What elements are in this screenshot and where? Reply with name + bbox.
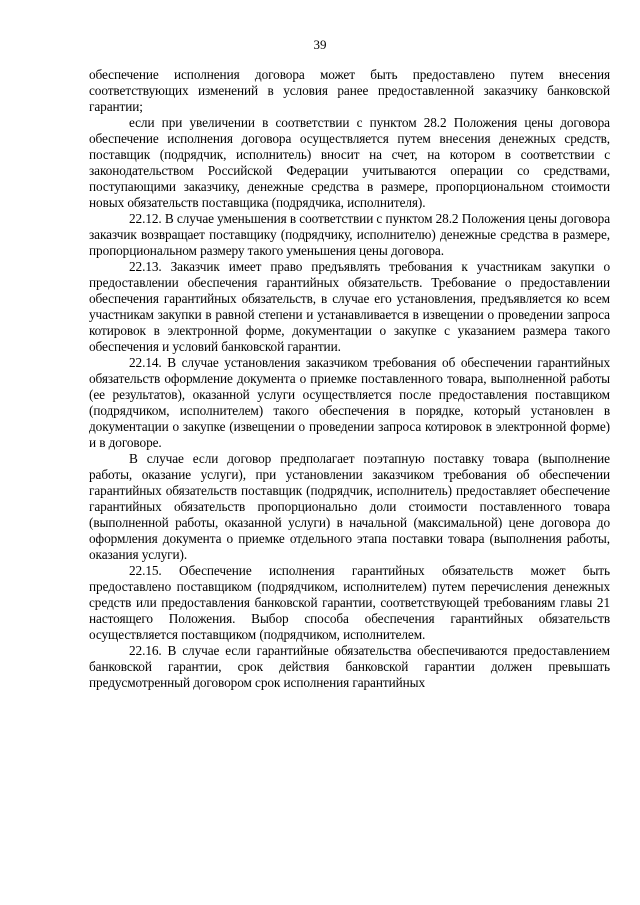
- paragraph: 22.12. В случае уменьшения в соответствии с пунктом 28.2 Положения цены договора заказчик возвращает поставщику (подрядчику, исполнителю) денежные средства в размере, пропорциональном размеру такого уменьшения цены договора.: [89, 211, 610, 258]
- page-body: [89, 67, 610, 691]
- paragraph: если при увеличении в соответствии с пунктом 28.2 Положения цены договора обеспечение исполнения договора осуществляется путем внесения денежных средств, поставщик (подрядчик, исполнитель) вносит на счет, на котором в соответствии с законодательством Российской Федерации учитываются операции со средствами, поступающими заказчику, денежные средства в размере, пропорциональном стоимости новых обязательств поставщика (подрядчика, исполнителя).: [89, 115, 610, 210]
- paragraph: 22.16. В случае если гарантийные обязательства обеспечиваются предоставлением банковской гарантии, срок действия банковской гарантии должен превышать предусмотренный договором срок исполнения гарантийных: [89, 643, 610, 690]
- paragraph: 22.15. Обеспечение исполнения гарантийных обязательств может быть предоставлено поставщиком (подрядчиком, исполнителем) путем перечисления денежных средств или предоставления банковской гарантии, соответствующей требованиям главы 21 настоящего Положения. Выбор способа обеспечения гарантийных обязательств осуществляется поставщиком (подрядчиком, исполнителем.: [89, 563, 610, 642]
- paragraph: В случае если договор предполагает поэтапную поставку товара (выполнение работы, оказание услуги), при установлении заказчиком требования об обеспечении гарантийных обязательств поставщик (подрядчик, исполнитель) предоставляет обеспечение гарантийных обязательств пропорционально доли стоимости поставленного товара (выполненной работы, оказанной услуги) в начальной (максимальной) цене договора до оформления документа о приемке отдельного этапа поставки товара (выполнения работы, оказания услуги).: [89, 451, 610, 562]
- paragraph: 22.14. В случае установления заказчиком требования об обеспечении гарантийных обязательств оформление документа о приемке поставленного товара, выполненной работы (ее результатов), оказанной услуги осуществляется после предоставления поставщиком (подрядчиком, исполнителем) такого обеспечения в порядке, который установлен в документации о закупке (извещении о проведении запроса котировок в электронной форме) и в договоре.: [89, 355, 610, 450]
- page-number: 39: [313, 37, 327, 52]
- paragraph: обеспечение исполнения договора может быть предоставлено путем внесения соответствующих изменений в условия ранее предоставленной заказчику банковской гарантии;: [89, 67, 610, 114]
- paragraph: 22.13. Заказчик имеет право предъявлять требования к участникам закупки о предоставлении обеспечения гарантийных обязательств. Требование о предоставлении обеспечения гарантийных обязательств, в случае его установления, предъявляется ко всем участникам закупки в равной степени и устанавливается в извещении о проведении запроса котировок в электронной форме, документации о закупке с указанием размера такого обеспечения и условий банковской гарантии.: [89, 259, 610, 354]
